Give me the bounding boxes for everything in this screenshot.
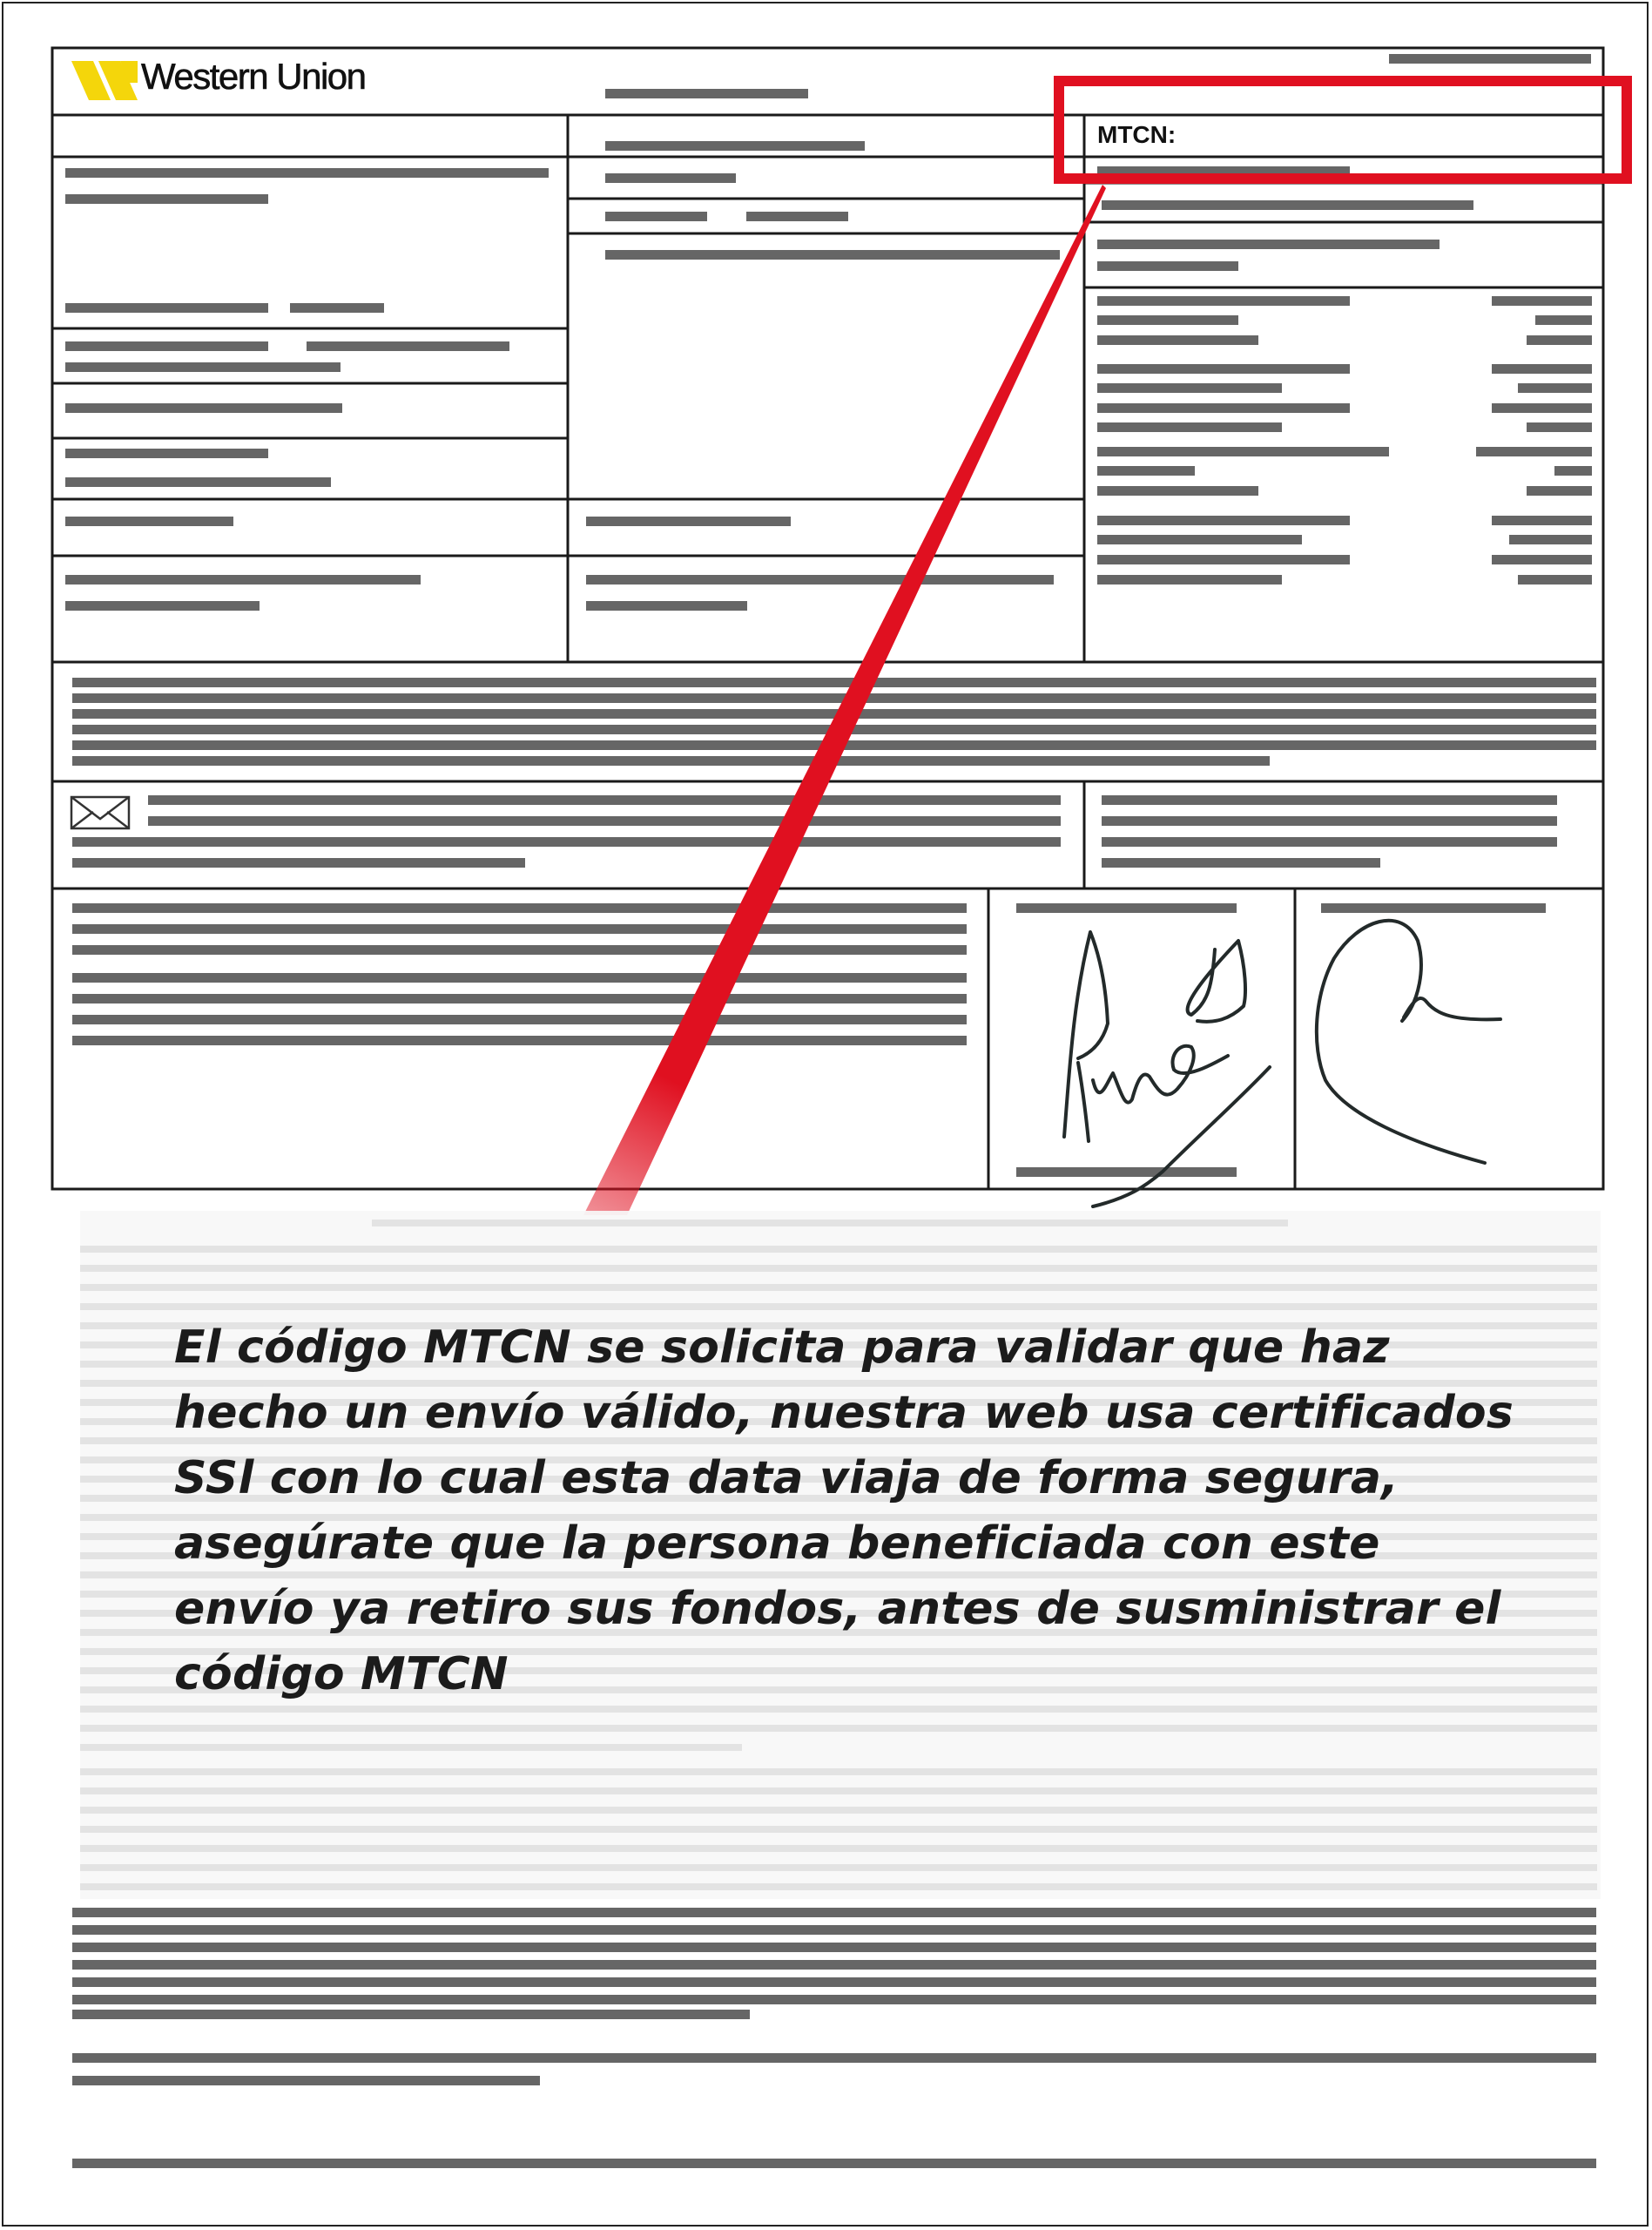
signature-left bbox=[1064, 932, 1270, 1206]
mtcn-notice-text: El código MTCN se solicita para validar que haz hecho un envío válido, nuestra web usa certificados SSl con lo cual esta data viaja de forma segura, asegúrate que la persona beneficiada con este envío ya retiro sus fondos, antes de susministrar el código MTCN bbox=[174, 1321, 1514, 1700]
mtcn-label: MTCN: bbox=[1097, 121, 1177, 148]
western-union-logo-icon bbox=[71, 61, 138, 100]
signature-right bbox=[1317, 921, 1500, 1163]
envelope-icon bbox=[71, 797, 129, 828]
brand-name: Western Union bbox=[141, 56, 366, 97]
